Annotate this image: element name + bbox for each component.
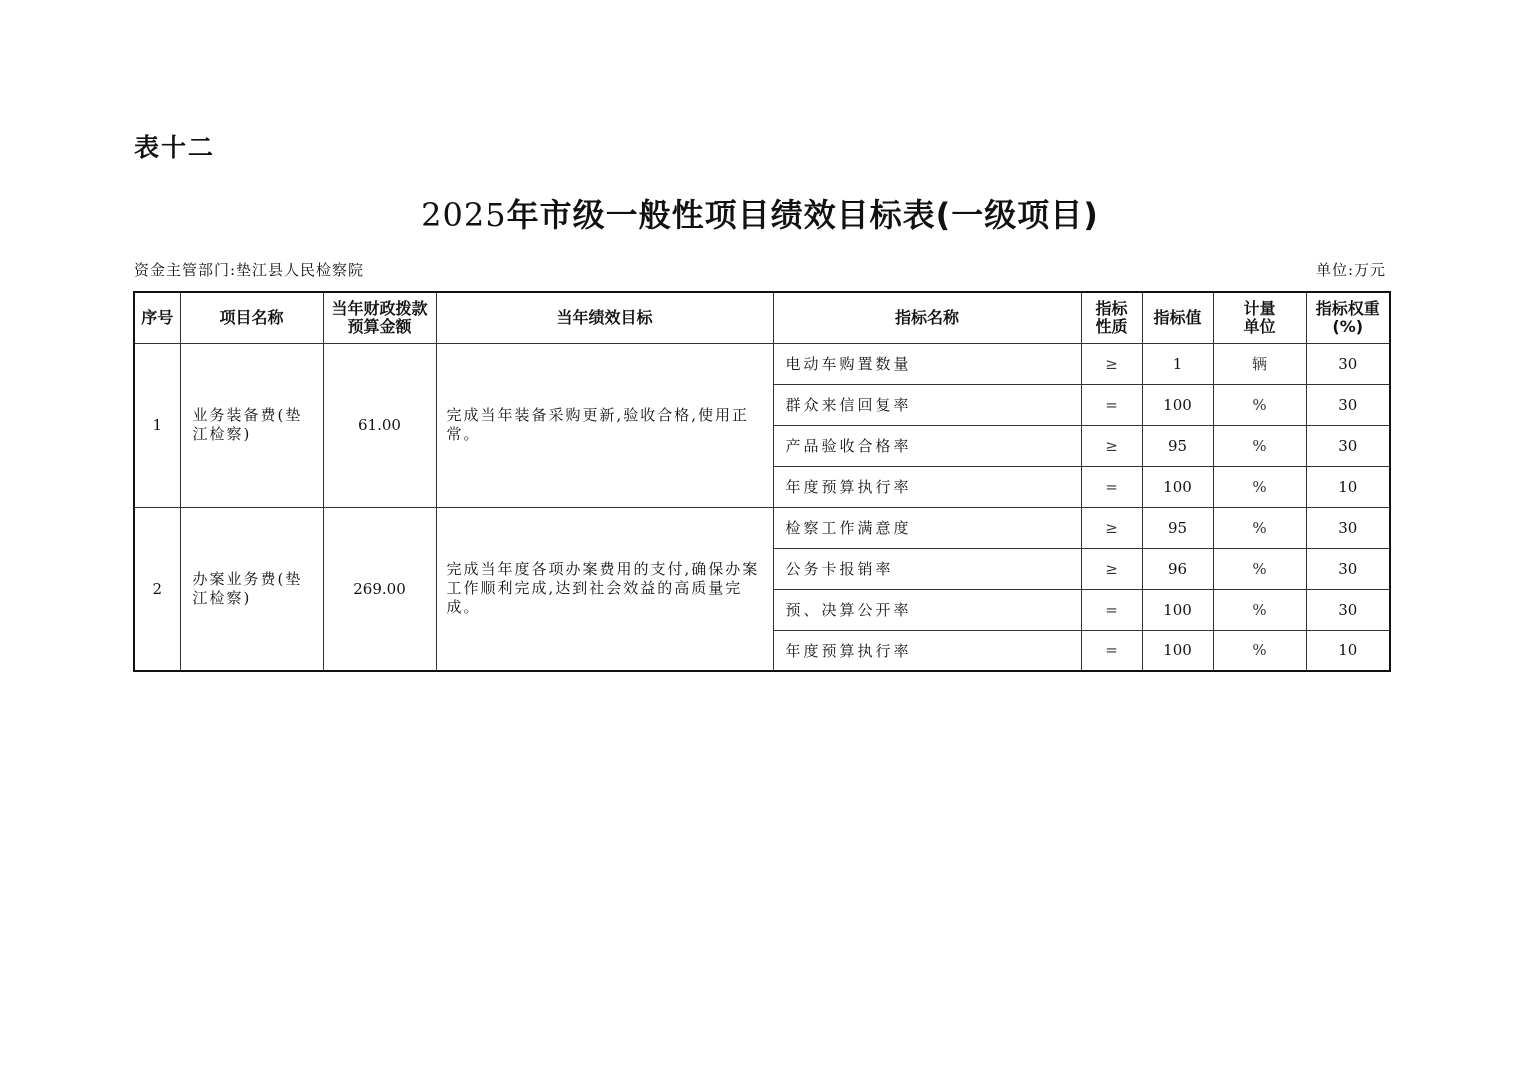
col-header-indicator-value: 指标值 — [1142, 292, 1213, 343]
indicator-name: 预、决算公开率 — [773, 589, 1081, 630]
indicator-weight: 30 — [1306, 425, 1390, 466]
col-header-no: 序号 — [134, 292, 180, 343]
col-header-budget-amount: 当年财政拨款预算金额 — [323, 292, 436, 343]
indicator-nature: ≥ — [1081, 425, 1142, 466]
project-no: 2 — [134, 507, 180, 671]
performance-table — [133, 291, 1391, 672]
indicator-value: 1 — [1142, 343, 1213, 384]
indicator-nature: ≥ — [1081, 343, 1142, 384]
document-title — [0, 190, 1520, 236]
col-header-indicator-name: 指标名称 — [773, 292, 1081, 343]
indicator-name: 年度预算执行率 — [773, 630, 1081, 671]
indicator-nature: ≥ — [1081, 548, 1142, 589]
project-amount: 61.00 — [323, 343, 436, 507]
indicator-weight: 30 — [1306, 507, 1390, 548]
indicator-value: 96 — [1142, 548, 1213, 589]
indicator-unit: 辆 — [1213, 343, 1306, 384]
project-name: 业务装备费(垫江检察) — [180, 343, 323, 507]
table-label: 表十二 — [134, 133, 216, 162]
project-amount: 269.00 — [323, 507, 436, 671]
indicator-weight: 30 — [1306, 384, 1390, 425]
project-goal: 完成当年装备采购更新,验收合格,使用正常。 — [436, 343, 773, 507]
indicator-nature: ≥ — [1081, 507, 1142, 548]
indicator-name: 电动车购置数量 — [773, 343, 1081, 384]
indicator-nature: = — [1081, 589, 1142, 630]
indicator-unit: % — [1213, 507, 1306, 548]
indicator-name: 公务卡报销率 — [773, 548, 1081, 589]
table-row — [134, 507, 1390, 548]
project-goal: 完成当年度各项办案费用的支付,确保办案工作顺利完成,达到社会效益的高质量完成。 — [436, 507, 773, 671]
project-no: 1 — [134, 343, 180, 507]
col-header-indicator-nature: 指标性质 — [1081, 292, 1142, 343]
indicator-name: 检察工作满意度 — [773, 507, 1081, 548]
indicator-nature: = — [1081, 466, 1142, 507]
indicator-value: 95 — [1142, 507, 1213, 548]
indicator-value: 100 — [1142, 466, 1213, 507]
indicator-unit: % — [1213, 384, 1306, 425]
table-row — [134, 343, 1390, 384]
indicator-value: 100 — [1142, 384, 1213, 425]
indicator-value: 100 — [1142, 589, 1213, 630]
indicator-name: 产品验收合格率 — [773, 425, 1081, 466]
indicator-weight: 10 — [1306, 466, 1390, 507]
indicator-unit: % — [1213, 589, 1306, 630]
indicator-weight: 30 — [1306, 548, 1390, 589]
indicator-name: 群众来信回复率 — [773, 384, 1081, 425]
indicator-unit: % — [1213, 630, 1306, 671]
col-header-project-name: 项目名称 — [180, 292, 323, 343]
indicator-weight: 30 — [1306, 589, 1390, 630]
indicator-nature: = — [1081, 630, 1142, 671]
indicator-unit: % — [1213, 425, 1306, 466]
title-text: 年市级一般性项目绩效目标表(一级项目) — [506, 196, 1099, 234]
indicator-weight: 10 — [1306, 630, 1390, 671]
indicator-nature: = — [1081, 384, 1142, 425]
indicator-name: 年度预算执行率 — [773, 466, 1081, 507]
department-line: 资金主管部门:垫江县人民检察院 — [134, 261, 365, 279]
indicator-value: 100 — [1142, 630, 1213, 671]
indicator-unit: % — [1213, 466, 1306, 507]
table-header-row — [134, 292, 1390, 343]
indicator-value: 95 — [1142, 425, 1213, 466]
indicator-unit: % — [1213, 548, 1306, 589]
indicator-weight: 30 — [1306, 343, 1390, 384]
col-header-weight: 指标权重(%) — [1306, 292, 1390, 343]
unit-line: 单位:万元 — [1315, 261, 1386, 279]
title-year: 2025 — [421, 196, 507, 234]
project-name: 办案业务费(垫江检察) — [180, 507, 323, 671]
col-header-unit: 计量单位 — [1213, 292, 1306, 343]
col-header-goal: 当年绩效目标 — [436, 292, 773, 343]
